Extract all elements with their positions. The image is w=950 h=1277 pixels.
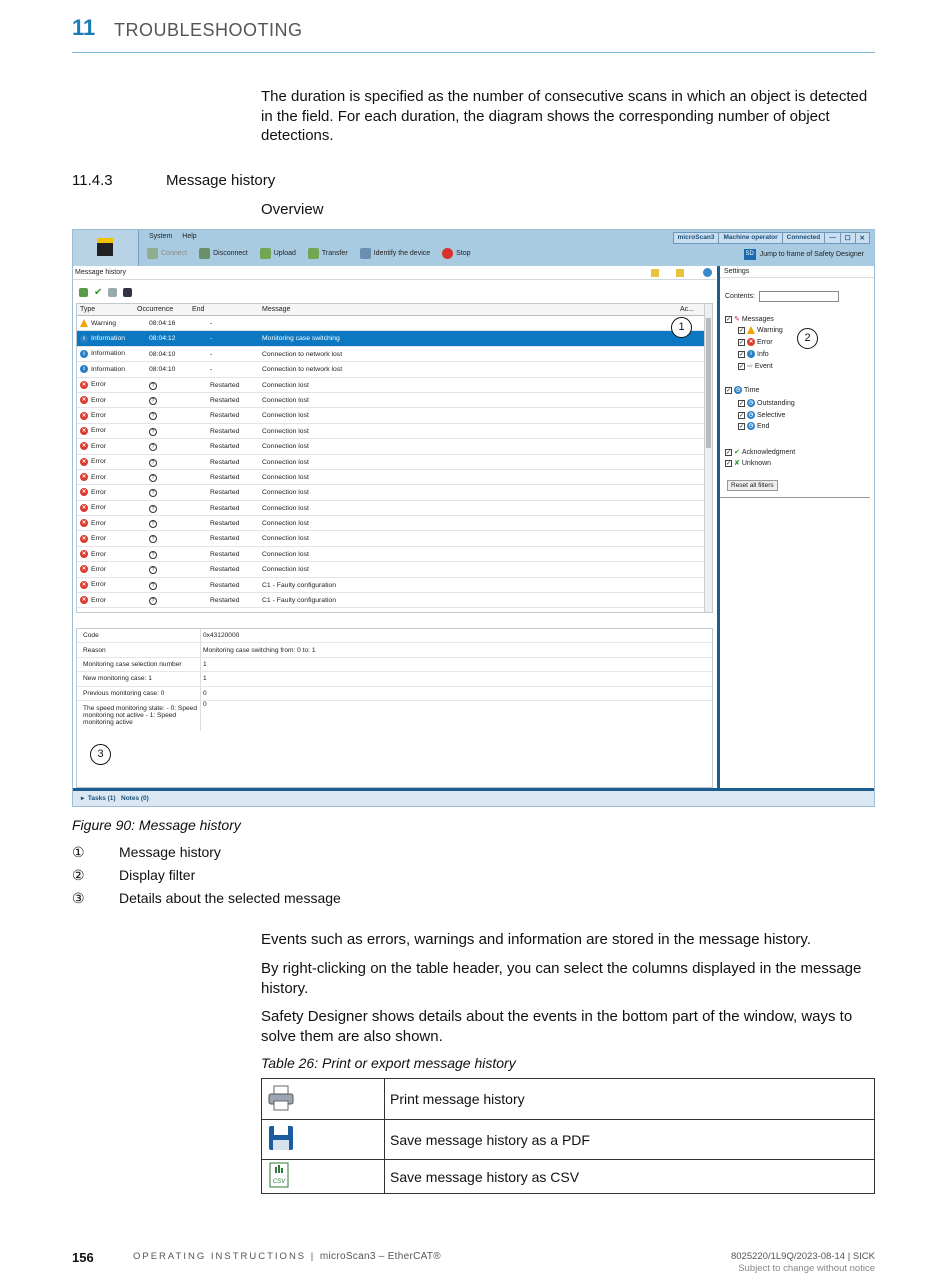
app-toolbar <box>73 230 874 266</box>
figure-caption: Figure 90: Message history <box>72 817 241 833</box>
callout-3: 3 <box>90 744 111 765</box>
export-table <box>261 1078 875 1194</box>
filter-outstanding[interactable]: ✓ ◷ Outstanding <box>739 399 795 407</box>
unknown-time-icon: ? <box>149 443 157 451</box>
info-icon: i <box>80 365 88 373</box>
footer-notice: Subject to change without notice <box>738 1263 875 1274</box>
info-icon: i <box>80 335 88 343</box>
details-list <box>77 629 712 731</box>
body-paragraph-2: By right-clicking on the table header, you can select the columns displayed in the message history. <box>261 960 862 997</box>
legend-text-1: Message history <box>119 844 221 860</box>
notes-tab[interactable]: Notes (0) <box>121 795 149 802</box>
body-paragraph-1: Events such as errors, warnings and information are stored in the message history. <box>261 931 811 948</box>
help-icon[interactable] <box>703 268 712 277</box>
connection-state: Connected <box>783 233 826 243</box>
table-row[interactable]: ✕ Error ? Restarted C1 - Faulty configuration <box>77 593 712 608</box>
page-number: 156 <box>72 1250 94 1265</box>
table-row[interactable]: ✕ Error ? Restarted Connection lost <box>77 424 712 439</box>
unknown-time-icon: ? <box>149 597 157 605</box>
error-icon: ✕ <box>81 551 87 558</box>
error-icon: ✕ <box>81 412 87 419</box>
error-icon: ✕ <box>81 474 87 481</box>
device-name: microScan3 <box>674 233 720 243</box>
detail-key: Reason <box>77 643 201 656</box>
print-label: Print message history <box>385 1079 875 1120</box>
floppy-disk-icon <box>267 1124 295 1152</box>
error-icon: ✕ <box>81 381 87 388</box>
table-row <box>262 1160 875 1194</box>
error-icon: ✕ <box>81 489 87 496</box>
error-icon: ✕ <box>81 504 87 511</box>
col-message[interactable]: Message <box>262 306 291 313</box>
disconnect-icon <box>199 248 210 259</box>
unknown-time-icon: ? <box>149 474 157 482</box>
message-history-title: Message history <box>75 269 126 276</box>
save-csv-label: Save message history as CSV <box>385 1160 875 1194</box>
error-icon: ✕ <box>81 566 87 573</box>
intro-paragraph: The duration is specified as the number of consecutive scans in which an object is detected in the field. For each duration, the diagram shows the corresponding number of object detections. <box>261 88 868 144</box>
legend-text-3: Details about the selected message <box>119 890 341 906</box>
table-row[interactable]: ✕ Error ? Restarted Connection lost <box>77 516 712 531</box>
upload-icon <box>260 248 271 259</box>
menu-bar <box>149 233 205 240</box>
close-icon[interactable]: ✕ <box>859 235 865 242</box>
detail-value: 1 <box>203 660 207 668</box>
table-row[interactable]: i Information 08:04:10 - Connection to network lost <box>77 347 712 362</box>
filter-warning[interactable]: ✓ Warning <box>739 326 783 334</box>
tasks-tab[interactable]: Tasks (1) <box>87 795 116 802</box>
chapter-number: 11 <box>72 15 96 40</box>
detail-value: 0 <box>203 689 207 697</box>
error-icon: ✕ <box>81 458 87 465</box>
table-caption: Table 26: Print or export message history <box>261 1055 516 1071</box>
error-icon: ✕ <box>81 520 87 527</box>
table-row[interactable]: ✕ Error ? Restarted Connection lost <box>77 485 712 500</box>
connect-icon <box>147 248 158 259</box>
stop-icon <box>442 248 453 259</box>
detail-key: The speed monitoring state: - 0: Speed monitoring not active - 1: Speed monitoring active <box>77 701 201 731</box>
detail-value: 1 <box>203 675 207 683</box>
table-row[interactable]: ✕ Error ? Restarted Connection lost <box>77 439 712 454</box>
filter-icon[interactable] <box>651 269 659 277</box>
toolbar-buttons <box>147 248 471 259</box>
menu-system[interactable]: System <box>149 233 173 240</box>
save-pdf-label: Save message history as a PDF <box>385 1120 875 1160</box>
filter-messages[interactable]: ✓ ✎ Messages <box>726 315 774 323</box>
unknown-time-icon: ? <box>149 489 157 497</box>
menu-help[interactable]: Help <box>182 233 197 240</box>
unknown-time-icon: ? <box>149 566 157 574</box>
refresh-icon[interactable] <box>79 288 88 297</box>
filter-info[interactable]: ✓ i Info <box>739 350 769 358</box>
csv-file-icon <box>267 1162 291 1188</box>
filter-selective[interactable]: ✓ ◷ Selective <box>739 411 786 419</box>
filter-clear-icon[interactable] <box>676 269 684 277</box>
detail-row <box>77 701 712 731</box>
unknown-time-icon: ? <box>149 412 157 420</box>
table-scrollbar[interactable] <box>704 304 712 613</box>
detail-key: Monitoring case selection number <box>77 658 201 671</box>
connection-status <box>673 232 870 244</box>
transfer-button[interactable]: Transfer <box>308 248 348 259</box>
error-icon: ✕ <box>81 535 87 542</box>
disconnect-button[interactable]: Disconnect <box>199 248 248 259</box>
section-number: 11.4.3 <box>72 172 113 189</box>
acknowledge-icon[interactable]: ✔ <box>94 287 103 298</box>
table-row[interactable]: ✕ Error ? Restarted Connection lost <box>77 393 712 408</box>
table-row[interactable]: ✕ Error ? Restarted C1 - Faulty configuration <box>77 578 712 593</box>
table-row[interactable]: i Information 08:04:12 - Monitoring case switching <box>77 331 712 346</box>
table-header[interactable] <box>77 304 712 316</box>
detail-key: New monitoring case: 1 <box>77 672 201 685</box>
error-icon: ✕ <box>81 597 87 604</box>
filter-end[interactable]: ✓ ◷ End <box>739 422 770 430</box>
table-row[interactable]: ✕ Error ? Restarted Connection lost <box>77 531 712 546</box>
error-icon: ✕ <box>81 443 87 450</box>
section-title: Message history <box>166 172 276 189</box>
jump-to-safety-designer[interactable]: SD Jump to frame of Safety Designer <box>745 251 864 258</box>
device-logo <box>73 230 139 266</box>
filter-unknown[interactable]: ✓ ✘ Unknown <box>726 459 772 467</box>
settings-title: Settings <box>720 266 874 278</box>
unknown-time-icon: ? <box>149 520 157 528</box>
save-icon[interactable] <box>123 288 132 297</box>
detail-value: 0x43120000 <box>203 632 240 640</box>
connect-button[interactable]: Connect <box>147 248 187 259</box>
filter-acknowledgment[interactable]: ✓ ✔ Acknowledgment <box>726 448 796 456</box>
filter-error[interactable]: ✓ ✕ Error <box>739 338 773 346</box>
detail-key: Previous monitoring case: 0 <box>77 687 201 700</box>
header-rule <box>72 52 875 53</box>
transfer-icon <box>308 248 319 259</box>
bottom-bar <box>73 788 874 806</box>
user-level: Machine operator <box>719 233 782 243</box>
table-row[interactable]: Warning 08:04:16 - <box>77 316 712 331</box>
table-row[interactable]: i Information 08:04:10 - Connection to network lost <box>77 362 712 377</box>
legend-mark-3: ③ <box>72 890 85 906</box>
unknown-time-icon: ? <box>149 535 157 543</box>
table-row[interactable]: ✕ Error ? Restarted Connection lost <box>77 408 712 423</box>
unknown-time-icon: ? <box>149 505 157 513</box>
detail-row <box>77 643 712 657</box>
detail-row <box>77 658 712 672</box>
footer-doc-title: OPERATING INSTRUCTIONS | microScan3 – EtherCAT® <box>133 1251 441 1262</box>
identify-icon <box>360 248 371 259</box>
reset-filters-button[interactable]: Reset all filters <box>727 480 778 491</box>
table-row[interactable]: ✕ Error ? Restarted Connection lost <box>77 455 712 470</box>
callout-1: 1 <box>671 317 692 338</box>
footer-reference: 8025220/1L9Q/2023-08-14 | SICK <box>730 1251 875 1262</box>
unknown-time-icon: ? <box>149 582 157 590</box>
table-row[interactable]: ✕ Error ? Restarted Connection lost <box>77 501 712 516</box>
chapter-title: TROUBLESHOOTING <box>114 20 303 40</box>
callout-2: 2 <box>797 328 818 349</box>
table-row <box>262 1079 875 1120</box>
message-history-screenshot <box>72 229 875 807</box>
table-row[interactable]: ✕ Error ? Restarted Connection lost <box>77 562 712 577</box>
unknown-time-icon: ? <box>149 459 157 467</box>
minimize-icon[interactable]: — <box>825 233 841 243</box>
col-occurrence[interactable]: Occurrence <box>137 306 174 313</box>
message-details <box>76 628 713 788</box>
contents-label: Contents: <box>725 293 755 300</box>
table-row <box>262 1120 875 1160</box>
upload-button[interactable]: Upload <box>260 248 296 259</box>
unknown-time-icon: ? <box>149 397 157 405</box>
col-acknowledge[interactable]: Ac... <box>680 306 695 313</box>
subsection-title: Overview <box>261 201 324 218</box>
detail-row <box>77 687 712 701</box>
unknown-time-icon: ? <box>149 428 157 436</box>
legend-mark-1: ① <box>72 844 85 860</box>
detail-key: Code <box>77 629 201 642</box>
warning-icon <box>80 319 88 327</box>
detail-row <box>77 672 712 686</box>
error-icon: ✕ <box>81 397 87 404</box>
body-paragraph-3: Safety Designer shows details about the events in the bottom part of the window, ways to solve them are also shown. <box>261 1008 853 1045</box>
unknown-time-icon: ? <box>149 551 157 559</box>
identify-device-button[interactable]: Identify the device <box>360 248 430 259</box>
info-icon: i <box>80 350 88 358</box>
expand-icon[interactable]: ▸ <box>81 795 85 802</box>
legend-text-2: Display filter <box>119 867 196 883</box>
legend-mark-2: ② <box>72 867 85 883</box>
safety-designer-icon: SD <box>744 249 756 260</box>
stop-button[interactable]: Stop <box>442 248 470 259</box>
csv-icon-label: CSV <box>272 1179 286 1185</box>
col-type[interactable]: Type <box>80 306 96 313</box>
settings-panel <box>717 266 874 788</box>
table-body <box>77 316 712 608</box>
error-icon: ✕ <box>81 427 87 434</box>
maximize-icon[interactable]: ☐ <box>841 233 856 243</box>
table-row[interactable]: ✕ Error ? Restarted Connection lost <box>77 547 712 562</box>
history-toolbar <box>79 288 132 297</box>
message-table <box>76 303 713 613</box>
filter-time[interactable]: ✓ ◷ Time <box>726 386 760 394</box>
table-row[interactable]: ✕ Error ? Restarted Connection lost <box>77 470 712 485</box>
detail-value: Monitoring case switching from: 0 to: 1 <box>203 646 316 654</box>
error-icon: ✕ <box>81 581 87 588</box>
table-row[interactable]: ✕ Error ? Restarted Connection lost <box>77 378 712 393</box>
contents-input[interactable] <box>759 291 839 302</box>
unknown-time-icon: ? <box>149 382 157 390</box>
message-history-header <box>73 266 716 280</box>
printer-icon <box>267 1084 295 1112</box>
detail-row <box>77 629 712 643</box>
detail-value: 0 <box>203 700 207 708</box>
filter-event[interactable]: ✓ ⇨ Event <box>739 362 773 370</box>
print-icon[interactable] <box>108 288 117 297</box>
col-end[interactable]: End <box>192 306 205 313</box>
